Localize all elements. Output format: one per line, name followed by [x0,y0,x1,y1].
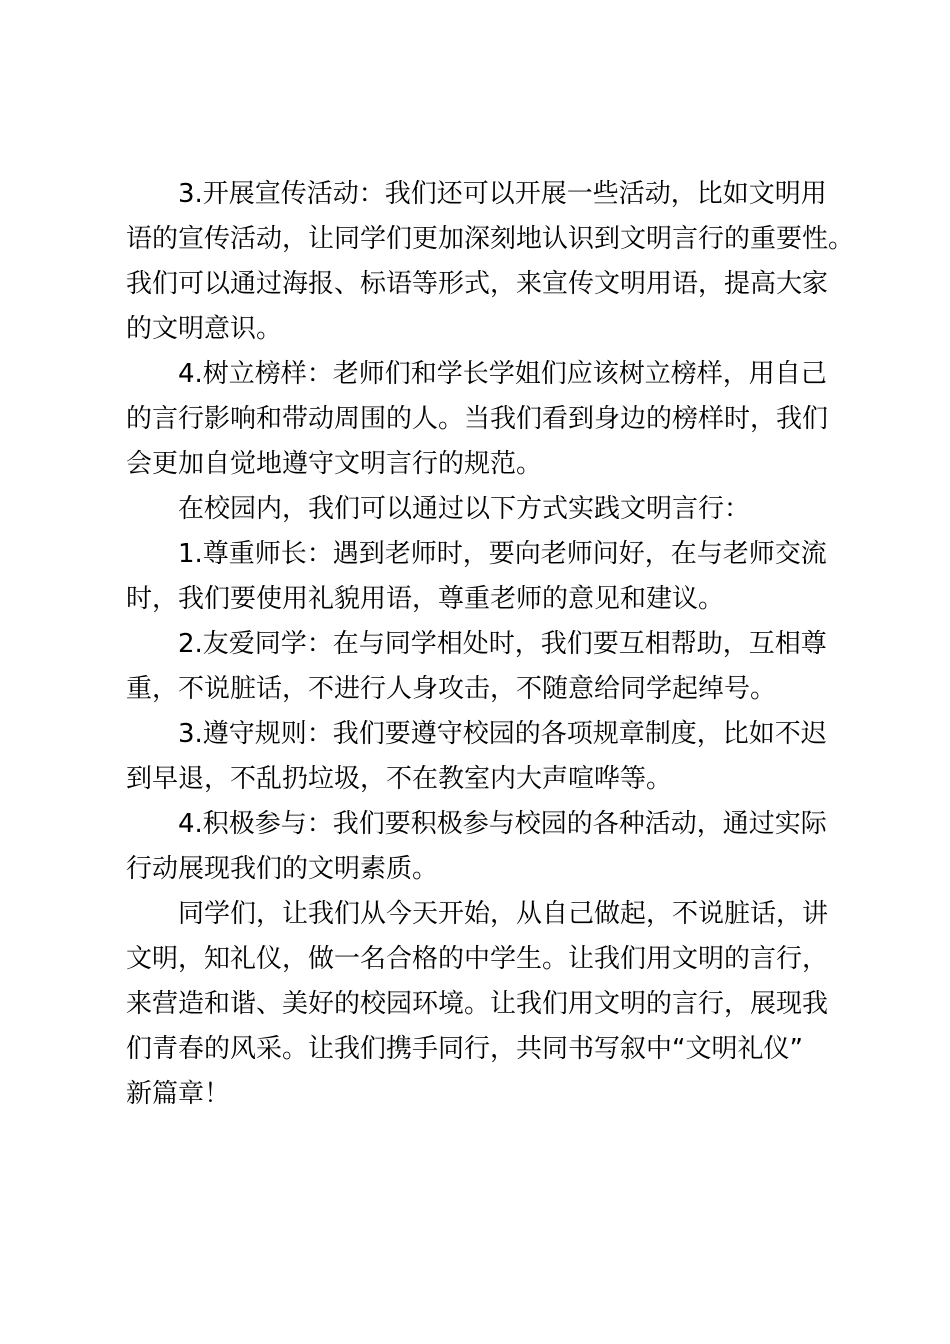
text-line: 们青春的风采。让我们携手同行，共同书写叙中“文明礼仪” [126,1034,803,1064]
paragraph-care-classmates [126,622,834,712]
text-line: 行动展现我们的文明素质。 [126,854,439,884]
paragraph-campus-intro [126,487,834,532]
text-line: 4.积极参与：我们要积极参与校园的各种活动，通过实际 [178,809,827,839]
text-line: 1.尊重师长：遇到老师时，要向老师问好，在与老师交流 [178,539,827,569]
document-body [126,172,855,1117]
text-line: 语的宣传活动，让同学们更加深刻地认识到文明言行的重要性。 [126,224,855,254]
paragraph-participate [126,802,834,892]
text-line: 3.开展宣传活动：我们还可以开展一些活动，比如文明用 [178,179,827,209]
text-line: 会更加自觉地遵守文明言行的规范。 [126,449,543,479]
paragraph-role-models [126,352,834,487]
text-line: 来营造和谐、美好的校园环境。让我们用文明的言行，展现我 [126,989,829,1019]
text-line: 时，我们要使用礼貌用语，尊重老师的意见和建议。 [126,584,725,614]
text-line: 2.友爱同学：在与同学相处时，我们要互相帮助，互相尊 [178,629,827,659]
text-line: 文明，知礼仪，做一名合格的中学生。让我们用文明的言行， [126,944,829,974]
text-line: 3.遵守规则：我们要遵守校园的各项规章制度，比如不迟 [178,719,827,749]
text-line: 到早退，不乱扔垃圾，不在教室内大声喧哗等。 [126,764,673,794]
text-line: 的文明意识。 [126,314,283,344]
text-line: 新篇章！ [126,1079,231,1109]
text-line: 我们可以通过海报、标语等形式，来宣传文明用语，提高大家 [126,269,829,299]
text-line: 重，不说脏话，不进行人身攻击，不随意给同学起绰号。 [126,674,777,704]
text-line: 同学们，让我们从今天开始，从自己做起，不说脏话，讲 [178,899,829,929]
paragraph-respect-teachers [126,532,834,622]
text-line: 4.树立榜样：老师们和学长学姐们应该树立榜样，用自己 [178,359,827,389]
text-line: 在校园内，我们可以通过以下方式实践文明言行： [178,494,751,524]
text-line: 的言行影响和带动周围的人。当我们看到身边的榜样时，我们 [126,404,829,434]
paragraph-closing [126,892,834,1117]
paragraph-publicity-activities [126,172,855,352]
paragraph-follow-rules [126,712,834,802]
